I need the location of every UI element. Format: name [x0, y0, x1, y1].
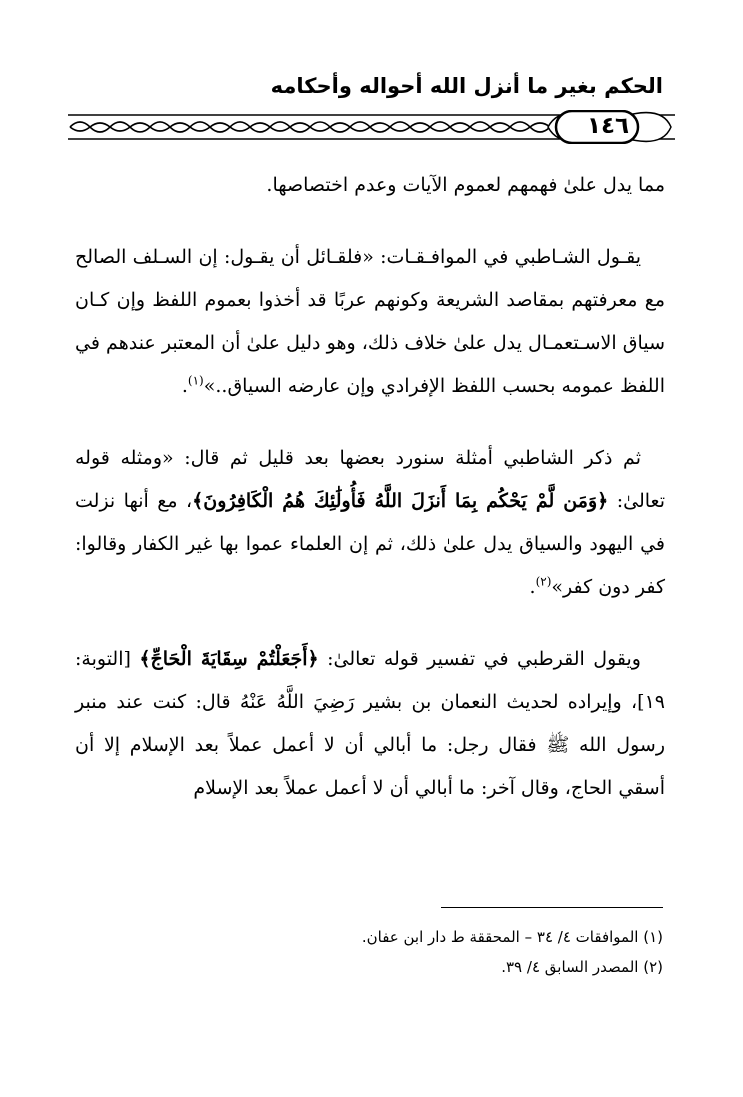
paragraph-4-lead: ويقول القرطبي في تفسير قوله تعالىٰ: [327, 648, 641, 670]
paragraph-2-end: . [181, 375, 188, 397]
footnote-separator [441, 907, 663, 908]
footnote-1: (١) الموافقات ٤/ ٣٤ – المحققة ط دار ابن عفان. [361, 928, 663, 946]
paragraph-3-rest: ، مع أنها نزلت في اليهود والسياق يدل علىٰ ذلك، ثم إن العلماء عموا بها غير الكفار وقالوا: كفر دون كفر» [75, 490, 665, 598]
body-text [75, 164, 665, 810]
footnote-2: (٢) المصدر السابق ٤/ ٣٩. [501, 958, 663, 976]
page-number: ١٤٦ [586, 112, 630, 139]
paragraph-1 [75, 164, 665, 207]
running-header-title: الحكم بغير ما أنزل الله أحواله وأحكامه [270, 74, 663, 98]
paragraph-2 [75, 236, 665, 408]
paragraph-4 [75, 638, 665, 810]
paragraph-3-lead: ثم ذكر الشاطبي أمثلة سنورد بعضها بعد قليل ثم قال: «ومثله قوله تعالىٰ: [75, 447, 665, 512]
footnotes [73, 922, 663, 982]
paragraph-4-rest: [التوبة: ١٩]، وإيراده لحديث النعمان بن بشير رَضِيَ اللَّهُ عَنْهُ قال: كنت عند منبر رسول الله ﷺ فقال رجل: ما أبالي أن لا أعمل عملاً بعد الإسلام إلا أن أسقي الحاج، وقال آخر: ما أبالي أن لا أعمل عملاً بعد الإسلام [75, 648, 665, 799]
quran-verse-1: ﴿وَمَن لَّمْ يَحْكُم بِمَا أَنزَلَ اللَّهُ فَأُولَٰئِكَ هُمُ الْكَافِرُونَ﴾ [192, 490, 609, 512]
footnote-marker-1: (١) [187, 373, 204, 388]
paragraph-3 [75, 437, 665, 609]
paragraph-3-end: . [529, 576, 536, 598]
paragraph-2-text: يقـول الشـاطبي في الموافـقـات: «فلقـائل أن يقـول: إن السـلف الصالح مع معرفتهم بمقاصد الشريعة وكونهم عربًا قد أخذوا بعموم اللفظ وإن كـان سياق الاسـتعمـال يدل علىٰ خلاف ذلك، وهو دليل علىٰ أن المعتبر عندهم في اللفظ عمومه بحسب اللفظ الإفرادي وإن عارضه السياق..» [75, 246, 665, 397]
quran-verse-2: ﴿أَجَعَلْتُمْ سِقَايَةَ الْحَاجِّ﴾ [139, 648, 319, 670]
paragraph-1-text: مما يدل علىٰ فهمهم لعموم الآيات وعدم اختصاصها. [266, 174, 665, 196]
footnote-marker-2: (٢) [535, 574, 552, 589]
